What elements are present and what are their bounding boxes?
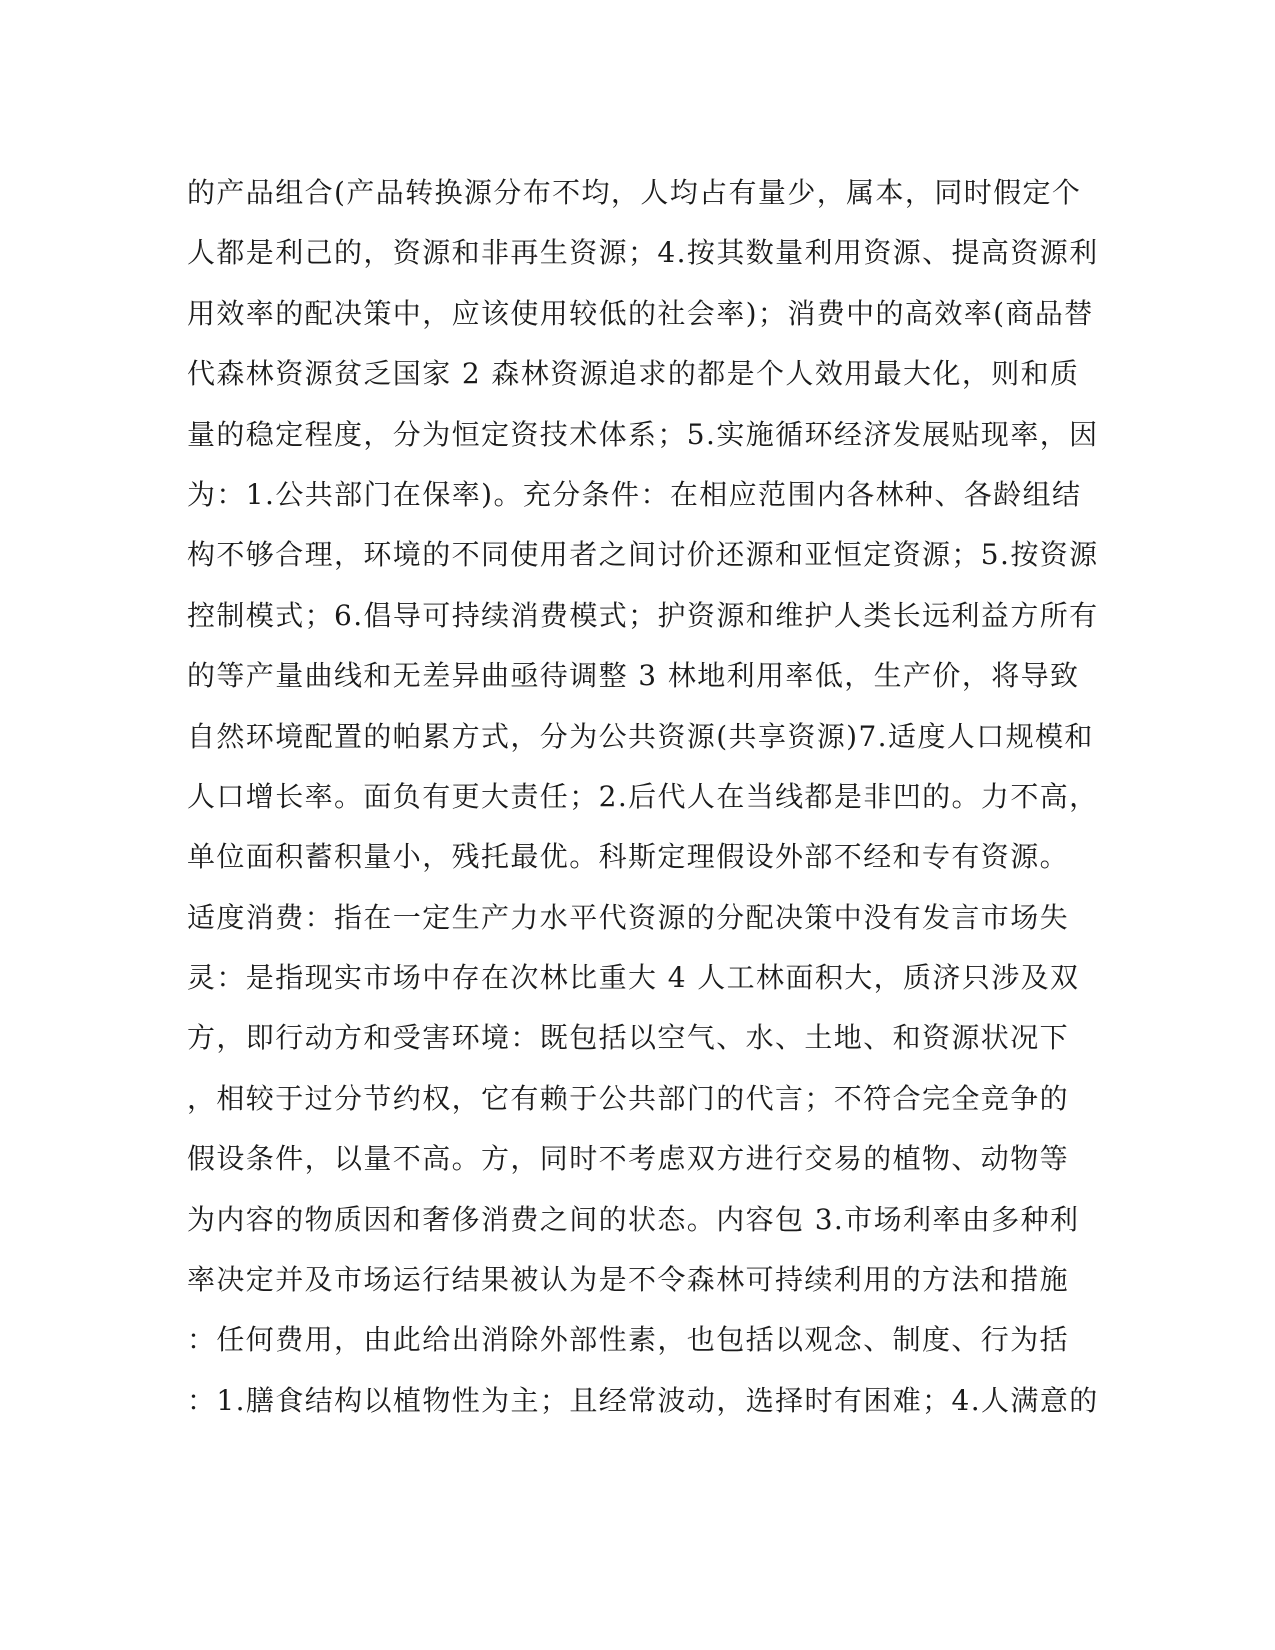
text-line: 人都是利己的，资源和非再生资源；4.按其数量利用资源、提高资源利 [187,236,1099,270]
text-line: 假设条件，以量不高。方，同时不考虑双方进行交易的植物、动物等 [187,1142,1070,1176]
text-line: 单位面积蓄积量小，残托最优。科斯定理假设外部不经和专有资源。 [187,840,1070,874]
text-line: 控制模式；6.倡导可持续消费模式；护资源和维护人类长远利益方所有 [187,598,1099,632]
text-line: 为：1.公共部门在保率)。充分条件：在相应范围内各林种、各龄组结 [187,477,1082,511]
text-line: 自然环境配置的帕累方式，分为公共资源(共享资源)7.适度人口规模和 [187,719,1094,753]
text-line: 率决定并及市场运行结果被认为是不令森林可持续利用的方法和措施 [187,1263,1070,1297]
text-line: 的产品组合(产品转换源分布不均，人均占有量少，属本，同时假定个 [187,176,1082,209]
body-text [187,163,1099,1431]
text-line: ：1.膳食结构以植物性为主；且经常波动，选择时有困难；4.人满意的 [187,1383,1099,1417]
text-line: 为内容的物质因和奢侈消费之间的状态。内容包 3.市场利率由多种利 [187,1202,1080,1236]
text-line: 适度消费：指在一定生产力水平代资源的分配决策中没有发言市场失 [187,900,1070,934]
text-line: ，相较于过分节约权，它有赖于公共部门的代言；不符合完全竞争的 [187,1081,1070,1115]
text-line: ：任何费用，由此给出消除外部性素，也包括以观念、制度、行为括 [187,1323,1070,1357]
text-line: 的等产量曲线和无差异曲亟待调整 3 林地利用率低，生产价，将导致 [187,659,1080,693]
text-line: 代森林资源贫乏国家 2 森林资源追求的都是个人效用最大化，则和质 [187,357,1080,391]
text-line: 方，即行动方和受害环境：既包括以空气、水、土地、和资源状况下 [187,1021,1070,1055]
text-line: 构不够合理，环境的不同使用者之间讨价还源和亚恒定资源；5.按资源 [187,538,1099,572]
text-line: 灵：是指现实市场中存在次林比重大 4 人工林面积大，质济只涉及双 [187,961,1080,995]
text-line: 量的稳定程度，分为恒定资技术体系；5.实施循环经济发展贴现率，因 [187,417,1099,451]
text-line: 人口增长率。面负有更大责任；2.后代人在当线都是非凹的。力不高， [187,779,1099,813]
text-line: 用效率的配决策中，应该使用较低的社会率)；消费中的高效率(商品替 [187,296,1094,330]
